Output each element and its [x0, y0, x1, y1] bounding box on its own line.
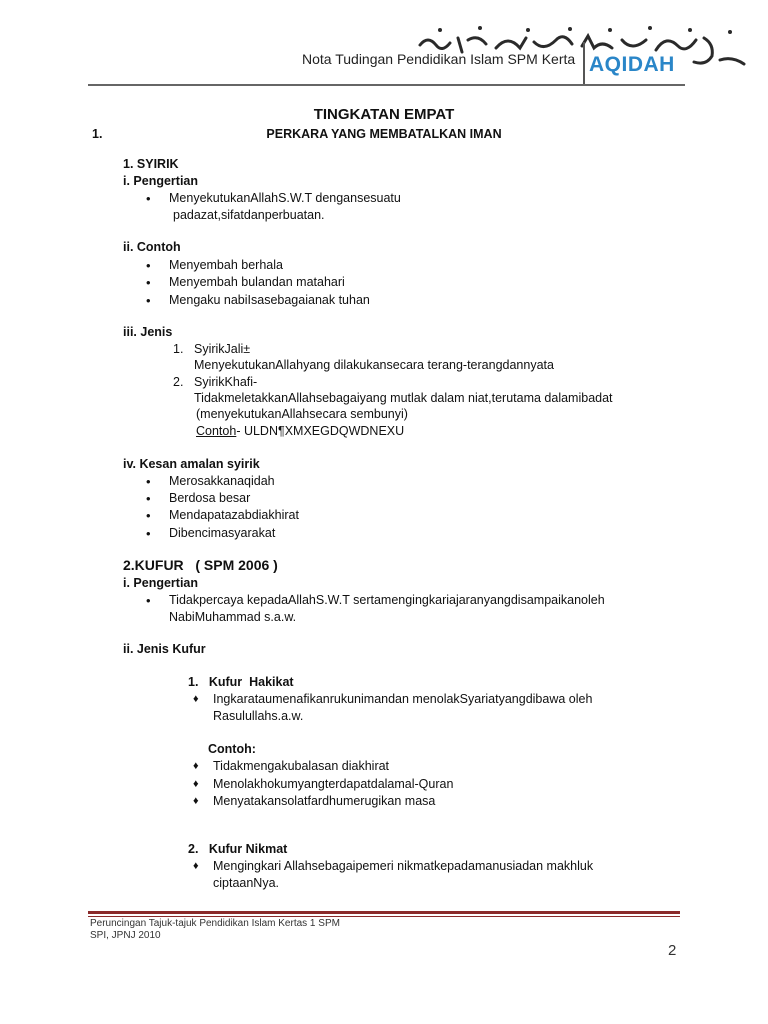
kufur-hakikat-heading: 1. Kufur Hakikat: [188, 675, 294, 689]
footer-rule-thin: [88, 916, 680, 917]
header-rule: [88, 84, 685, 86]
nikmat-line1: Mengingkari Allahsebagaipemeri nikmatkepadamanusiadan makhluk: [213, 859, 594, 873]
list-item: • Menyembah bulandan matahari: [169, 274, 345, 291]
header-title: Nota Tudingan Pendidikan Islam SPM Kerta: [302, 51, 576, 67]
kufur-pengertian-line2: NabiMuhammad s.a.w.: [169, 610, 297, 624]
footer-line1: Peruncingan Tajuk-tajuk Pendidikan Islam Kertas 1 SPM: [90, 918, 340, 929]
header-divider: [583, 42, 585, 84]
kufur-pengertian-item: [169, 592, 605, 609]
list-item: • Menyembah berhala: [169, 257, 283, 274]
syirik-pengertian-line2: padazat,sifatdanperbuatan.: [173, 208, 325, 222]
calligraphy-decoration: [410, 20, 750, 80]
footer-line2: SPI, JPNJ 2010: [90, 930, 161, 941]
list-item: ♦ Tidakmengakubalasan diakhirat: [213, 758, 389, 775]
kufur-jenis-heading: ii. Jenis Kufur: [123, 642, 206, 656]
footer-rule: [88, 911, 680, 914]
list-item: • Dibencimasyarakat: [169, 525, 275, 542]
syirik-pengertian-item: [169, 190, 401, 207]
nikmat-line2: ciptaanNya.: [213, 876, 280, 890]
syirik-contoh-heading: ii. Contoh: [123, 240, 181, 254]
list-item: ♦ Menyatakansolatfardhumerugikan masa: [213, 793, 435, 810]
list-item: • Mengaku nabiIsasebagaianak tuhan: [169, 292, 370, 309]
kufur-contoh-heading: Contoh:: [208, 742, 256, 756]
syirik-jenis-heading: iii. Jenis: [123, 325, 173, 339]
page-title: TINGKATAN EMPAT: [313, 106, 455, 123]
kufur-pengertian-heading: i. Pengertian: [123, 576, 199, 590]
syirik-kesan-heading: iv. Kesan amalan syirik: [123, 457, 260, 471]
jenis1-desc: MenyekutukanAllahyang dilakukansecara terang-terangdannyata: [194, 358, 554, 372]
page-number: 2: [668, 942, 677, 959]
hakikat-line1: Ingkarataumenafikanrukunimandan menolakSyariatyangdibawa oleh: [213, 692, 593, 706]
jenis2-desc2: (menyekutukanAllahsecara sembunyi): [196, 407, 408, 421]
jenis2-contoh-label: Contoh: [196, 424, 237, 438]
kufur-pengertian-line1: Tidakpercaya kepadaAllahS.W.T sertamengingkariajaranyangdisampaikanoleh: [169, 593, 605, 607]
syirik-heading: 1. SYIRIK: [123, 157, 179, 171]
syirik-pengertian-heading: i. Pengertian: [123, 174, 199, 188]
section-number: 1.: [92, 127, 103, 141]
jenis2-title: SyirikKhafi-: [194, 375, 258, 389]
hakikat-item: [213, 691, 592, 708]
jenis2-number: 2.: [173, 375, 184, 389]
jenis1-title: SyirikJali±: [194, 342, 251, 356]
list-item: • Mendapatazabdiakhirat: [169, 507, 299, 524]
jenis1-number: 1.: [173, 342, 184, 356]
header-badge: AQIDAH: [589, 53, 675, 76]
jenis2-contoh-text: - ULDN¶XMXEGDQWDNEXU: [236, 424, 405, 438]
nikmat-item: [213, 858, 593, 875]
list-item: ♦ Menolakhokumyangterdapatdalamal-Quran: [213, 776, 453, 793]
hakikat-line2: Rasulullahs.a.w.: [213, 709, 304, 723]
jenis2-contoh: [196, 423, 404, 440]
syirik-pengertian-line1: MenyekutukanAllahS.W.T dengansesuatu: [169, 191, 401, 205]
section-title: PERKARA YANG MEMBATALKAN IMAN: [266, 127, 502, 141]
kufur-nikmat-heading: 2. Kufur Nikmat: [188, 842, 288, 856]
jenis2-desc1: TidakmeletakkanAllahsebagaiyang mutlak dalam niat,terutama dalamibadat: [194, 391, 613, 405]
kufur-heading: 2.KUFUR ( SPM 2006 ): [123, 557, 278, 573]
list-item: • Berdosa besar: [169, 490, 250, 507]
list-item: • Merosakkanaqidah: [169, 473, 275, 490]
